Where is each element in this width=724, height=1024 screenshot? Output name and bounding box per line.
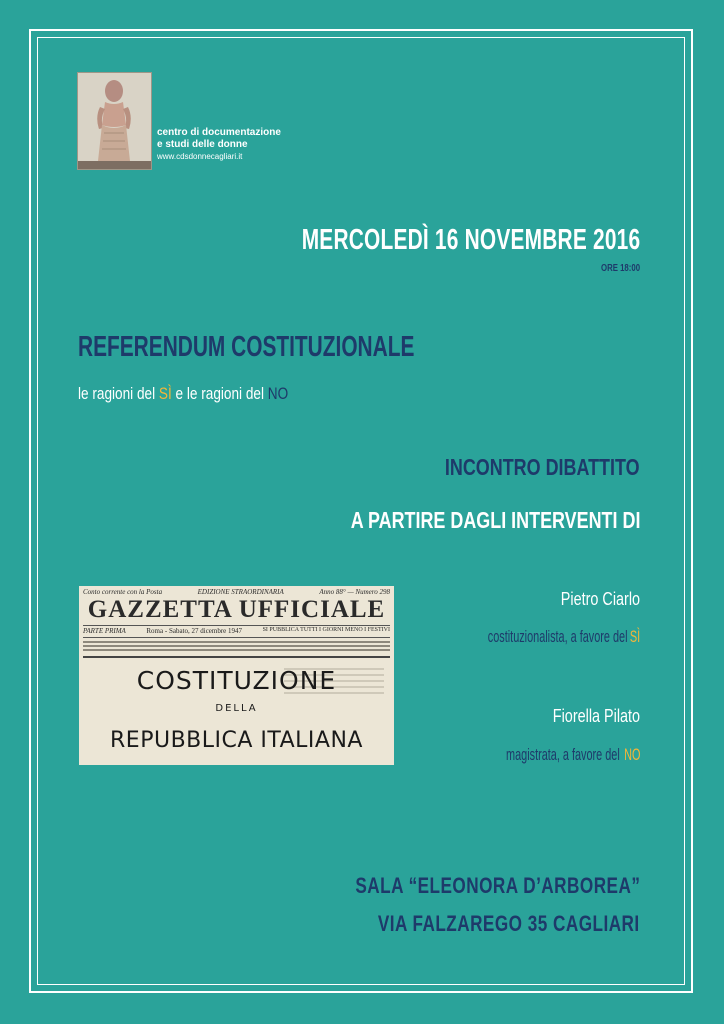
speaker-2-vote: NO [623,745,640,764]
venue-address: VIA FALZAREGO 35 CAGLIARI [378,911,640,936]
event-date: MERCOLEDÌ 16 NOVEMBRE 2016 [301,224,640,256]
gazzetta-heading-repubblica: REPUBBLICA ITALIANA [110,728,363,753]
gazzetta-ufficiale-image: Conto corrente con la Posta EDIZIONE STRAORDINARIA Anno 88° — Numero 298 GAZZETTA UFFICIALE PARTE PRIMA Roma - Sabato, 27 dicembre 1947 SI PUBBLICA TUTTI I GIORNI MENO I FESTIVI COSTITUZIONE DELLA REPUBBLICA ITALIANA [79,586,394,765]
si-highlight: SÌ [158,384,172,403]
speaker-2-role: magistrata, a favore delNO [505,745,640,764]
statue-icon [78,73,151,169]
event-time: ORE 18:00 [600,263,640,274]
gazzetta-heading-costituzione: COSTITUZIONE [136,666,337,695]
debate-subheading: A PARTIRE DAGLI INTERVENTI DI [350,507,640,533]
referendum-title: REFERENDUM COSTITUZIONALE [78,331,415,363]
speaker-1-name: Pietro Ciarlo [560,589,640,609]
referendum-subtitle: le ragioni del SÌ e le ragioni del NO [78,384,289,403]
speaker-2-name: Fiorella Pilato [552,706,640,726]
gazzetta-heading-della: DELLA [215,703,258,714]
debate-heading: INCONTRO DIBATTITO [445,454,640,480]
logo-line-2: e studi delle donne [157,139,248,150]
speaker-1-vote: SÌ [629,627,640,646]
logo-line-1: centro di documentazione [157,127,281,138]
gazzetta-title: GAZZETTA UFFICIALE [87,596,386,623]
no-highlight: NO [267,384,289,403]
logo-url: www.cdsdonnecagliari.it [157,152,243,161]
venue-hall: SALA “ELEONORA D’ARBOREA” [354,873,640,898]
logo-statue-image [77,72,152,170]
logo-text [157,127,281,163]
speaker-1-role: costituzionalista, a favore delSÌ [487,627,640,646]
